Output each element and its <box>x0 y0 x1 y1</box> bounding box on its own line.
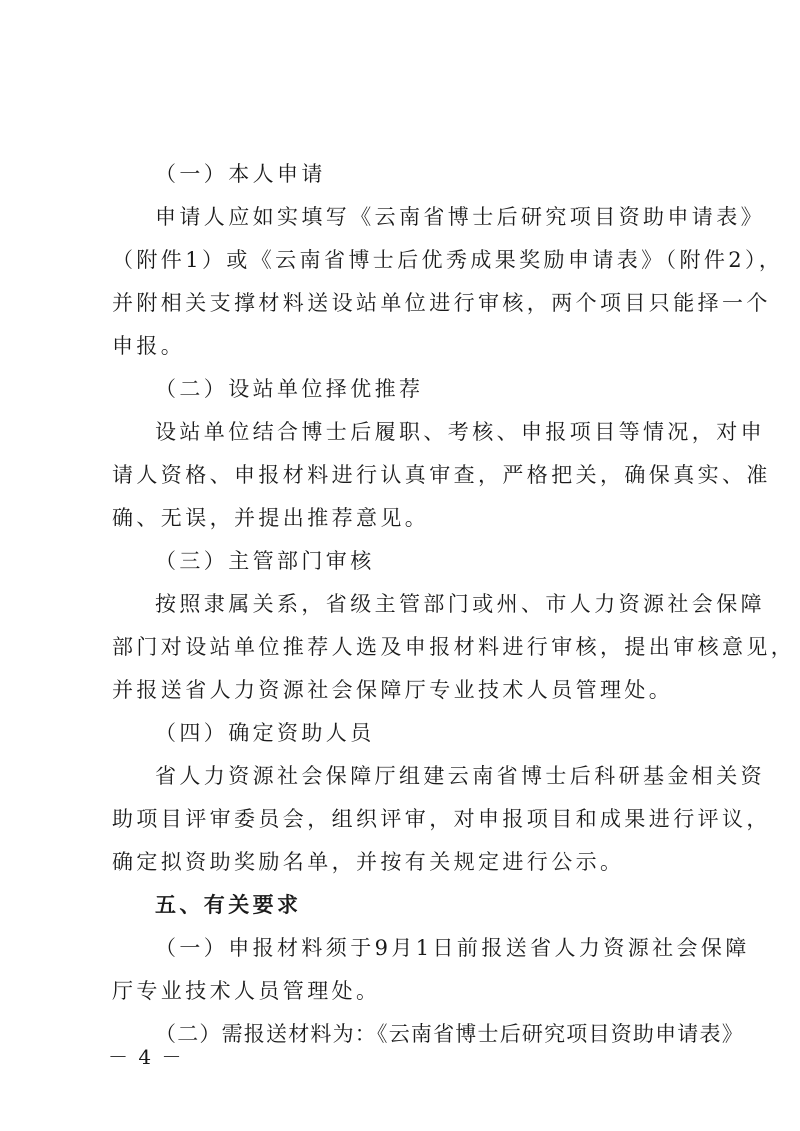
paragraph-line: 厅专业技术人员管理处。 <box>112 979 381 1003</box>
paragraph-line: 请人资格、申报材料进行认真审查，严格把关，确保真实、准 <box>112 463 771 487</box>
paragraph-line: 确定拟资助奖励名单，并按有关规定进行公示。 <box>112 850 625 874</box>
paragraph-line: 省人力资源社会保障厅组建云南省博士后科研基金相关资 <box>155 764 765 788</box>
paragraph-line: 并报送省人力资源社会保障厅专业技术人员管理处。 <box>112 678 674 702</box>
subheading-unit-recommendation: （二）设站单位择优推荐 <box>155 377 424 401</box>
paragraph-line: 助项目评审委员会，组织评审，对申报项目和成果进行评议， <box>112 807 771 831</box>
paragraph-line: 并附相关支撑材料送设站单位进行审核，两个项目只能择一个 <box>112 291 771 315</box>
paragraph-line: （二）需报送材料为：《云南省博士后研究项目资助申请表》 <box>155 1022 744 1046</box>
paragraph-line: 申报。 <box>112 334 186 358</box>
subheading-self-application: （一）本人申请 <box>155 162 326 186</box>
paragraph-line: 确、无误，并提出推荐意见。 <box>112 506 430 530</box>
paragraph-line: 部门对设站单位推荐人选及申报材料进行审核，提出审核意见， <box>112 635 796 659</box>
page-number: － 4 － <box>108 1045 184 1069</box>
paragraph-line: 申请人应如实填写《云南省博士后研究项目资助申请表》 <box>155 205 765 229</box>
subheading-department-review: （三）主管部门审核 <box>155 549 375 573</box>
section-heading-requirements: 五、有关要求 <box>155 892 302 917</box>
paragraph-line: （附件1）或《云南省博士后优秀成果奖励申请表》（附件2）， <box>112 248 784 272</box>
paragraph-line: 按照隶属关系，省级主管部门或州、市人力资源社会保障 <box>155 592 765 616</box>
subheading-confirm-recipients: （四）确定资助人员 <box>155 721 375 745</box>
paragraph-line: 设站单位结合博士后履职、考核、申报项目等情况，对申 <box>155 420 765 444</box>
paragraph-line: （一）申报材料须于9月1日前报送省人力资源社会保障 <box>155 936 750 960</box>
